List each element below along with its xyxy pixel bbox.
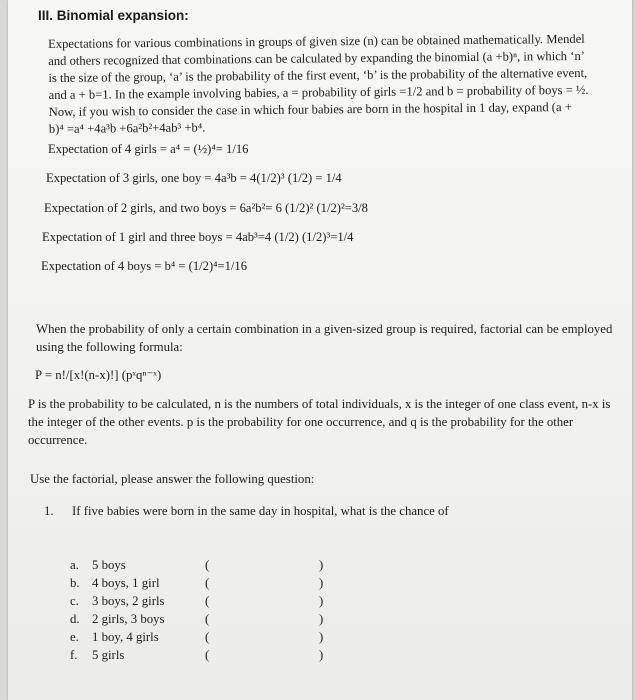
definitions-paragraph: P is the probability to be calculated, n is the numbers of total individuals, x is the integer of one class event, n-x is the integer of the other events. p is the probability for one occurrence, and q is the probability for the other occurrence. [28,397,611,447]
option-letter: d. [70,612,80,626]
expectation-3-girls-1-boy: Expectation of 3 girls, one boy = 4a³b = 4(1/2)³ (1/2) = 1/4 [46,171,342,185]
answer-blank-close-f: ) [319,648,324,662]
answer-blank-open-b: ( [205,576,210,590]
answer-blank-close-e: ) [319,630,324,644]
answer-blank-open-d: ( [205,612,210,626]
answer-blank-open-a: ( [205,558,210,572]
answer-blank-open-f: ( [205,648,210,662]
factorial-intro: When the probability of only a certain combination in a given-sized group is required, factorial can be employed using the following formula: [36,322,613,354]
option-letter: b. [70,576,80,590]
expectation-4-girls: Expectation of 4 girls = a⁴ = (½)⁴= 1/16 [48,142,249,156]
expectation-1-girl-3-boys: Expectation of 1 girl and three boys = 4ab³=4 (1/2) (1/2)³=1/4 [42,230,354,244]
option-label: 1 boy, 4 girls [92,630,159,644]
question-1 [44,504,449,519]
option-letter: e. [70,630,79,644]
answer-blank-close-d: ) [319,612,324,626]
expectation-2-girls-2-boys: Expectation of 2 girls, and two boys = 6a²b²= 6 (1/2)² (1/2)²=3/8 [44,201,368,215]
instruction-text: Use the factorial, please answer the following question: [30,472,315,486]
option-label: 5 boys [92,558,126,572]
option-letter: a. [70,558,79,572]
intro-paragraph: Expectations for various combinations in groups of given size (n) can be obtained mathematically. Mendel and others recognized that combinations can be calculated by expanding the binomial (a +b)ⁿ, in which ‘n’ is the size of the group, ‘a’ is the probability of the first event, ‘b’ is the probability of the alternative event, and a + b=1. In the example involving babies, a = probability of girls =1/2 and b = probability of boys = ½. Now, if you wish to consider the case in which four babies are born in the hospital in 1 day, expand (a + b)⁴ =a⁴ +4a³b +6a²b²+4ab³ +b⁴. [48,31,589,136]
answer-blank-close-b: ) [319,576,324,590]
answer-blank-close-a: ) [319,558,324,572]
option-label: 2 girls, 3 boys [92,612,165,626]
answer-blank-open-e: ( [205,630,210,644]
expectation-4-boys: Expectation of 4 boys = b⁴ = (1/2)⁴=1/16 [41,259,248,273]
option-letter: f. [70,648,78,662]
section-heading: III. Binomial expansion: [38,8,189,23]
option-label: 5 girls [92,648,125,662]
answer-blank-close-c: ) [319,594,324,608]
question-number: 1. [44,504,54,518]
question-text: If five babies were born in the same day in hospital, what is the chance of [72,504,449,518]
option-letter: c. [70,594,79,608]
worksheet-page [8,0,632,700]
answer-blank-open-c: ( [205,594,210,608]
factorial-formula: P = n!/[x!(n-x)!] (pˣqⁿ⁻ˣ) [35,368,162,382]
option-label: 4 boys, 1 girl [92,576,160,590]
option-label: 3 boys, 2 girls [92,594,165,608]
